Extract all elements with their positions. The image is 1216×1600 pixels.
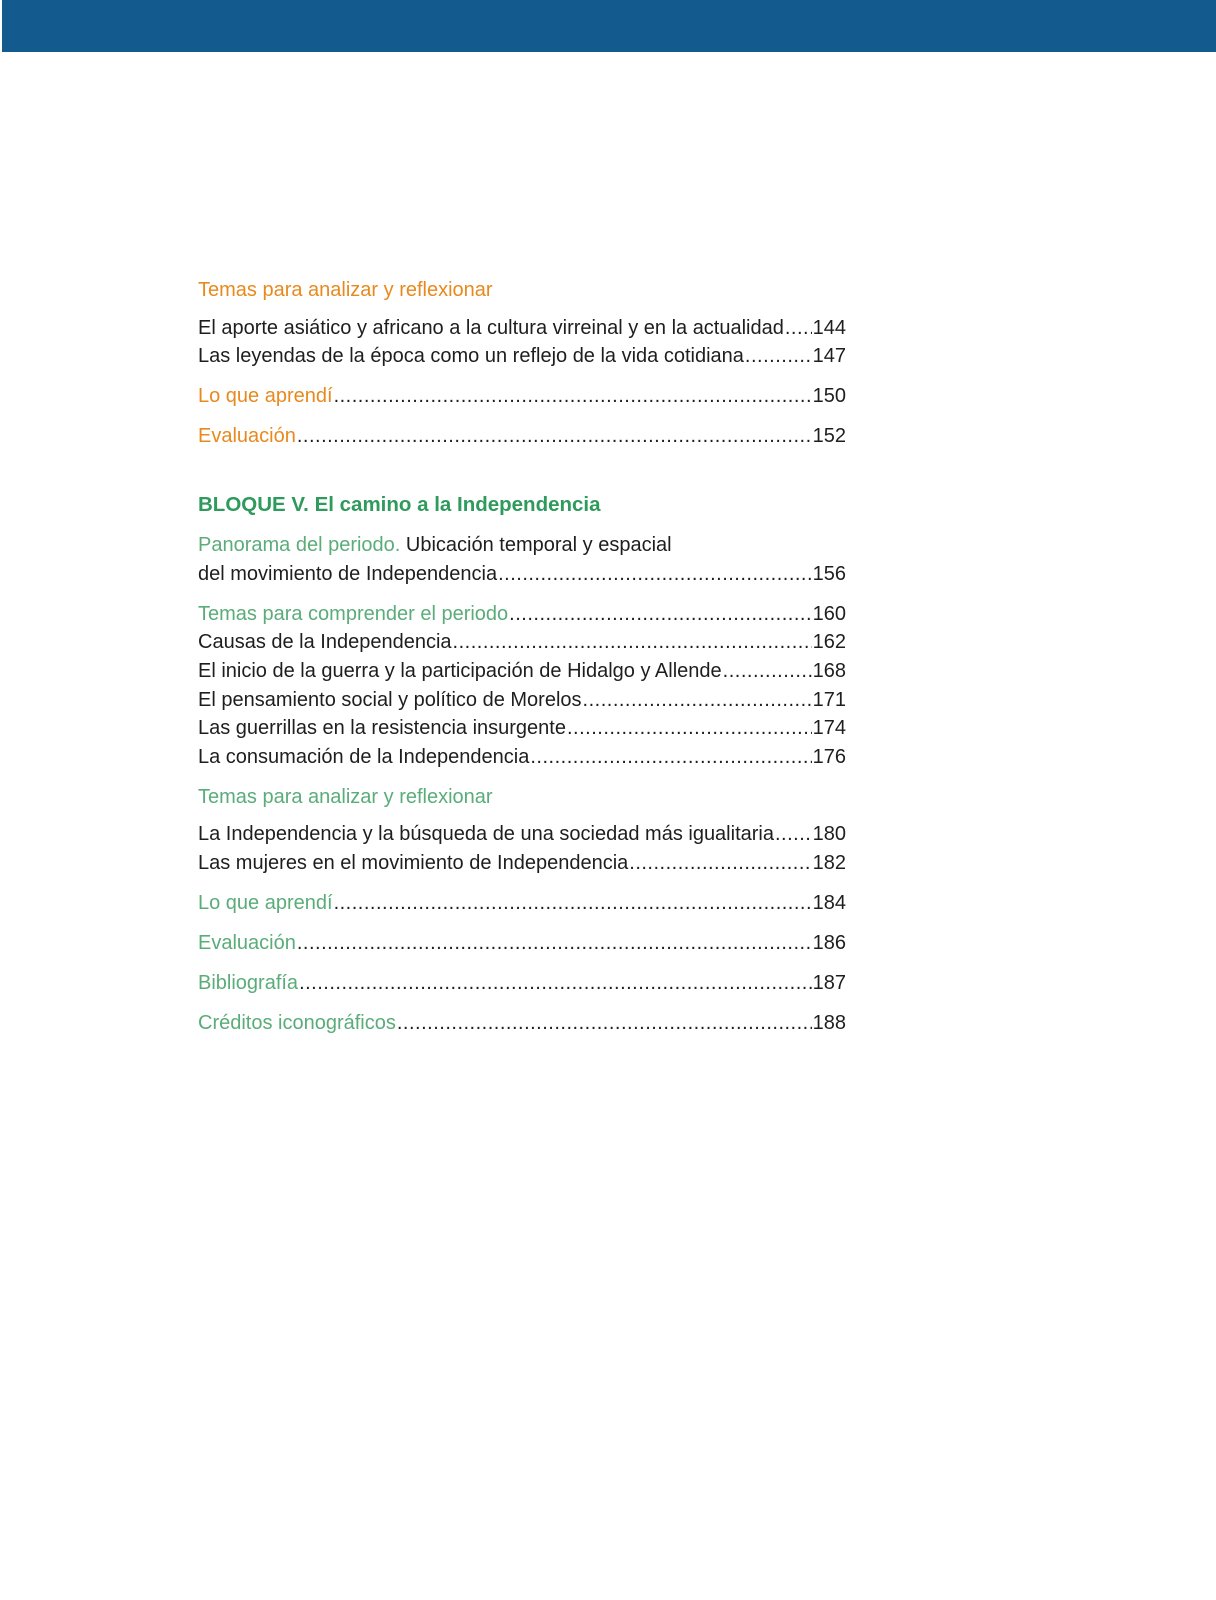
leader-dots xyxy=(583,686,812,715)
toc-entry-title: La Independencia y la búsqueda de una sociedad más igualitaria xyxy=(198,823,774,846)
leader-dots xyxy=(530,743,811,772)
toc-entry-page: 162 xyxy=(812,631,846,654)
toc-entry-page: 176 xyxy=(812,745,846,768)
toc-entry xyxy=(198,849,846,878)
toc-entry-title: Lo que aprendí xyxy=(198,891,333,914)
toc-entry-page: 144 xyxy=(812,316,846,339)
toc-entry-comprender xyxy=(198,600,846,629)
leader-dots xyxy=(723,657,812,686)
toc-entry-title: Las leyendas de la época como un reflejo de la vida cotidiana xyxy=(198,345,744,368)
toc-entry-evaluacion xyxy=(198,929,846,958)
leader-dots xyxy=(745,342,812,371)
toc-entry-page: 150 xyxy=(812,385,846,408)
panorama-text: Ubicación temporal y espacial xyxy=(405,534,672,557)
toc-entry-title: Evaluación xyxy=(198,931,296,954)
table-of-contents xyxy=(198,276,846,1037)
toc-entry xyxy=(198,820,846,849)
toc-entry xyxy=(198,628,846,657)
toc-entry-lo-que-aprendi xyxy=(198,382,846,411)
leader-dots xyxy=(775,820,812,849)
toc-entry-page: 188 xyxy=(812,1011,846,1034)
toc-entry xyxy=(198,686,846,715)
toc-entry xyxy=(198,314,846,343)
panorama-label: Panorama del periodo. xyxy=(198,534,401,557)
toc-entry xyxy=(198,342,846,371)
toc-entry-bibliografia xyxy=(198,969,846,998)
leader-dots xyxy=(334,382,812,411)
section-heading-analizar: Temas para analizar y reflexionar xyxy=(198,279,493,301)
toc-entry xyxy=(198,714,846,743)
toc-entry-page: 187 xyxy=(812,971,846,994)
section-heading-analizar: Temas para analizar y reflexionar xyxy=(198,785,493,808)
leader-dots xyxy=(785,314,812,343)
toc-entry-title: Bibliografía xyxy=(198,971,299,994)
toc-entry-title: La consumación de la Independencia xyxy=(198,745,530,768)
toc-entry-page: 160 xyxy=(812,602,846,625)
toc-entry xyxy=(198,560,846,589)
toc-entry xyxy=(198,743,846,772)
block-title: BLOQUE V. El camino a la Independencia xyxy=(198,492,601,516)
toc-entry-panorama xyxy=(198,531,846,560)
toc-entry-page: 152 xyxy=(812,425,846,448)
toc-entry-title: El aporte asiático y africano a la cultura virreinal y en la actualidad xyxy=(198,316,784,339)
leader-dots xyxy=(498,560,812,589)
toc-entry xyxy=(198,657,846,686)
leader-dots xyxy=(299,969,812,998)
leader-dots xyxy=(567,714,812,743)
toc-entry-page: 147 xyxy=(812,345,846,368)
toc-entry-title: Las mujeres en el movimiento de Independencia xyxy=(198,851,629,874)
leader-dots xyxy=(629,849,811,878)
toc-entry-page: 168 xyxy=(812,659,846,682)
leader-dots xyxy=(297,422,812,451)
toc-entry-title: Evaluación xyxy=(198,425,296,448)
toc-entry-title: Causas de la Independencia xyxy=(198,631,452,654)
toc-entry-page: 156 xyxy=(812,562,846,585)
toc-entry-title: El pensamiento social y político de Morelos xyxy=(198,688,582,711)
top-banner xyxy=(2,0,1216,52)
leader-dots xyxy=(297,929,812,958)
toc-entry-page: 182 xyxy=(812,851,846,874)
toc-entry-title: Las guerrillas en la resistencia insurgente xyxy=(198,717,566,740)
toc-entry-page: 171 xyxy=(812,688,846,711)
toc-entry-creditos xyxy=(198,1009,846,1038)
toc-entry-page: 186 xyxy=(812,931,846,954)
toc-entry-title: Lo que aprendí xyxy=(198,385,333,408)
toc-entry-page: 184 xyxy=(812,891,846,914)
toc-entry-title: El inicio de la guerra y la participación de Hidalgo y Allende xyxy=(198,659,722,682)
leader-dots xyxy=(397,1009,812,1038)
leader-dots xyxy=(509,600,811,629)
toc-entry-page: 174 xyxy=(812,717,846,740)
leader-dots xyxy=(334,889,812,918)
toc-entry-title: Temas para comprender el periodo xyxy=(198,602,509,625)
toc-entry-title: del movimiento de Independencia xyxy=(198,562,498,585)
toc-entry-page: 180 xyxy=(812,823,846,846)
leader-dots xyxy=(453,628,812,657)
toc-entry-evaluacion xyxy=(198,422,846,451)
toc-entry-lo-que-aprendi xyxy=(198,889,846,918)
toc-entry-title: Créditos iconográficos xyxy=(198,1011,396,1034)
